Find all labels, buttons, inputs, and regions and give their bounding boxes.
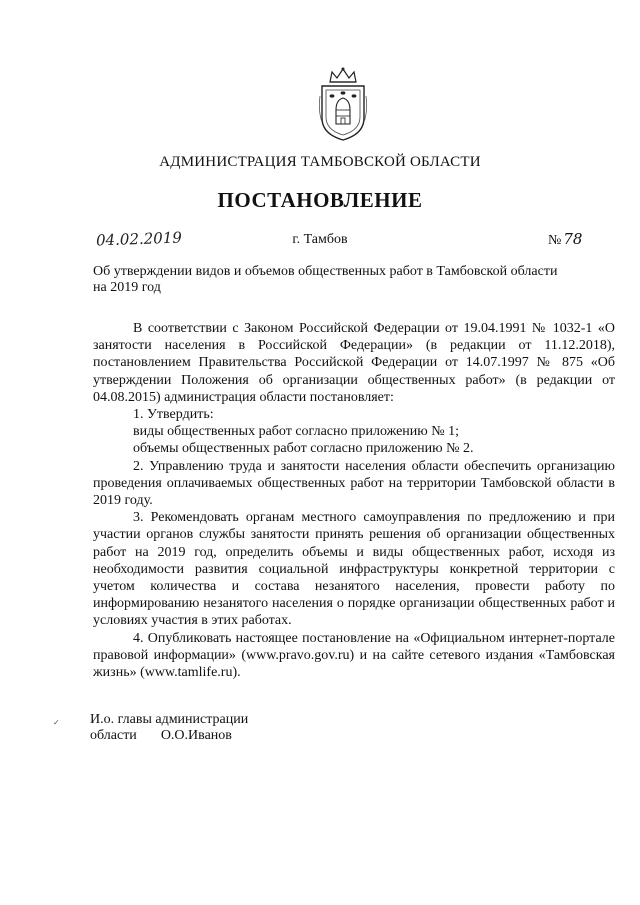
paragraph-item-1-volumes: объемы общественных работ согласно приложению № 2. [133,441,474,457]
paragraph-item-3: 3. Рекомендовать органам местного самоуправления по предложению и при участии органов службы занятости принять решения об организации общественных работ на 2019 год, определить объемы и виды общественных работ, исходя из необходимости развития социальной инфраструктуры конкретной территории с учетом количества и состава незанятого населения, провести работу по информированию незанятого населения о порядке организации общественных работ и условиях участия в этих работах. [93,510,615,629]
tambov-coat-of-arms-icon [318,66,368,142]
document-body [93,320,615,681]
number-sign: № [548,233,562,248]
document-number [548,230,582,249]
organization-name: АДМИНИСТРАЦИЯ ТАМБОВСКОЙ ОБЛАСТИ [159,154,481,170]
paragraph-item-1: 1. Утвердить: [133,407,214,423]
paragraph-item-4: 4. Опубликовать настоящее постановление на «Официальном интернет-портале правовой информации» (www.pravo.gov.ru) и на сайте сетевого издания «Тамбовская жизнь» (www.tamlife.ru). [93,630,615,681]
document-subject [93,264,615,296]
document-type-title: ПОСТАНОВЛЕНИЕ [217,188,423,212]
margin-mark: ✓ [53,718,60,727]
signatory-title-line-2: области [90,728,137,743]
number-value: 78 [563,230,583,248]
signature-block [90,712,248,744]
subject-line-1: Об утверждении видов и объемов общественных работ в Тамбовской области [93,264,558,279]
signatory-name: О.О.Иванов [160,728,232,743]
paragraph-item-1-kinds: виды общественных работ согласно приложению № 1; [133,424,459,440]
paragraph-preamble: В соответствии с Законом Российской Федерации от 19.04.1991 № 1032-1 «О занятости населения в Российской Федерации» (в редакции от 11.12.2018), постановлением Правительства Российской Федерации от 14.07.1997 № 875 «Об утверждении Положения об организации общественных работ» (в редакции от 04.08.2015) администрация области постановляет: [93,321,615,405]
document-date: 04.02.2019 [95,228,183,250]
signatory-row [90,728,248,744]
subject-line-2: на 2019 год [93,280,161,295]
paragraph-item-2: 2. Управлению труда и занятости населения области обеспечить организацию проведения оплачиваемых общественных работ на территории Тамбовской области в 2019 году. [93,458,615,509]
document-city: г. Тамбов [292,232,348,247]
signatory-title: И.о. главы администрации [90,712,249,727]
